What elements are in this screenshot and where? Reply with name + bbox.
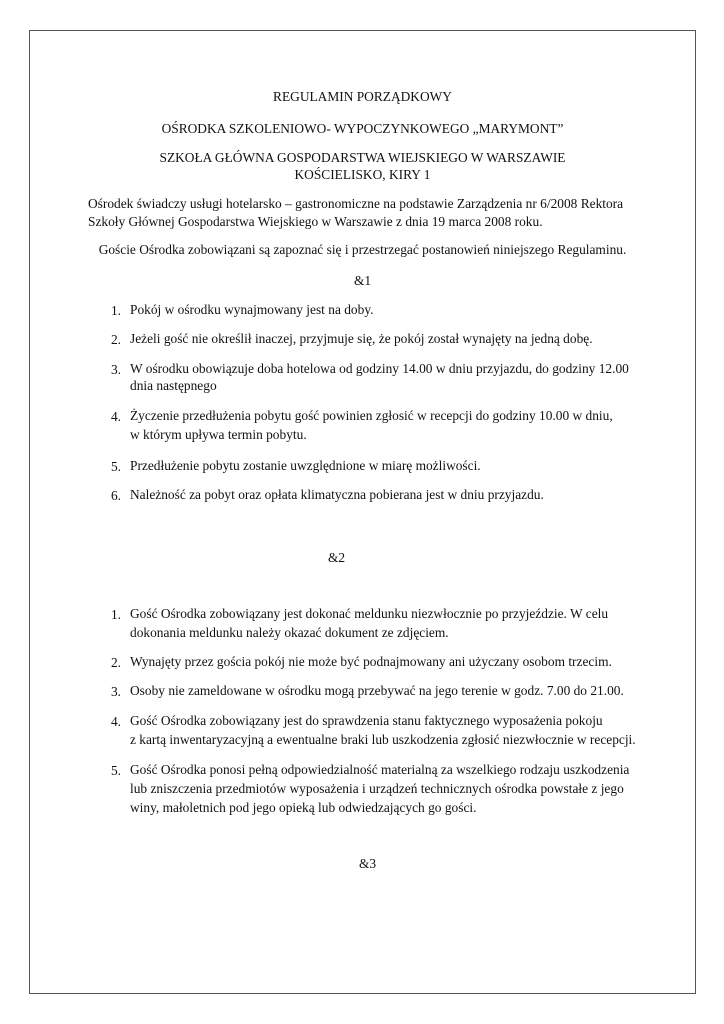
address-line: KOŚCIELISKO, KIRY 1 — [294, 167, 431, 182]
item-text: Osoby nie zameldowane w ośrodku mogą przebywać na jego terenie w godz. 7.00 do 21.00. — [130, 683, 624, 698]
institution-name: OŚRODKA SZKOLENIOWO- WYPOCZYNKOWEGO „MARYMONT” — [161, 121, 564, 136]
item-text: Należność za pobyt oraz opłata klimatyczna pobierana jest w dniu przyjazdu. — [130, 487, 544, 502]
item-text: Życzenie przedłużenia pobytu gość powinien zgłosić w recepcji do godziny 10.00 w dniu, — [130, 408, 613, 423]
item-text: Gość Ośrodka ponosi pełną odpowiedzialność materialną za wszelkiego rodzaju uszkodzenia — [130, 762, 630, 777]
item-text-continued: z kartą inwentaryzacyjną a ewentualne braki lub uszkodzenia zgłosić niezwłocznie w recepcji. — [130, 732, 636, 747]
item-text: Pokój w ośrodku wynajmowany jest na doby. — [130, 302, 374, 317]
item-text: Jeżeli gość nie określił inaczej, przyjmuje się, że pokój został wynajęty na jedną dobę. — [130, 331, 593, 346]
item-number: 2. — [110, 332, 121, 347]
item-number: 4. — [110, 714, 121, 729]
item-number: 5. — [110, 459, 121, 474]
item-text: W ośrodku obowiązuje doba hotelowa od godziny 14.00 w dniu przyjazdu, do godziny 12.00 — [130, 361, 629, 376]
item-number: 5. — [110, 763, 121, 778]
item-text-continued: dnia następnego — [130, 378, 217, 393]
item-number: 3. — [110, 362, 121, 377]
intro-notice: Goście Ośrodka zobowiązani są zapoznać się i przestrzegać postanowień niniejszego Regulaminu. — [98, 242, 627, 257]
item-text-continued: dokonania meldunku należy okazać dokument ze zdjęciem. — [130, 625, 449, 640]
item-number: 2. — [110, 655, 121, 670]
item-number: 4. — [110, 409, 121, 424]
item-text-continued: winy, małoletnich pod jego opieką lub odwiedzających go gości. — [130, 800, 477, 815]
item-number: 3. — [110, 684, 121, 699]
document-title: REGULAMIN PORZĄDKOWY — [273, 89, 452, 104]
item-text: Gość Ośrodka zobowiązany jest do sprawdzenia stanu faktycznego wyposażenia pokoju — [130, 713, 603, 728]
item-number: 1. — [110, 607, 121, 622]
section-2-heading: &2 — [328, 550, 346, 565]
section-3-heading: &3 — [359, 856, 377, 871]
item-number: 6. — [110, 488, 121, 503]
item-number: 1. — [110, 303, 121, 318]
item-text: Przedłużenie pobytu zostanie uwzględnione w miarę możliwości. — [130, 458, 481, 473]
intro-line-2: Szkoły Głównej Gospodarstwa Wiejskiego w Warszawie z dnia 19 marca 2008 roku. — [88, 214, 543, 229]
university-name: SZKOŁA GŁÓWNA GOSPODARSTWA WIEJSKIEGO W WARSZAWIE — [159, 150, 566, 165]
item-text-continued: lub zniszczenia przedmiotów wyposażenia i urządzeń technicznych ośrodka powstałe z jego — [130, 781, 624, 796]
section-1-heading: &1 — [353, 273, 372, 288]
intro-line-1: Ośrodek świadczy usługi hotelarsko – gastronomiczne na podstawie Zarządzenia nr 6/2008 Rektora — [88, 196, 624, 211]
item-text-continued: w którym upływa termin pobytu. — [130, 427, 307, 442]
item-text: Gość Ośrodka zobowiązany jest dokonać meldunku niezwłocznie po przyjeździe. W celu — [130, 606, 609, 621]
item-text: Wynajęty przez gościa pokój nie może być podnajmowany ani użyczany osobom trzecim. — [130, 654, 612, 669]
